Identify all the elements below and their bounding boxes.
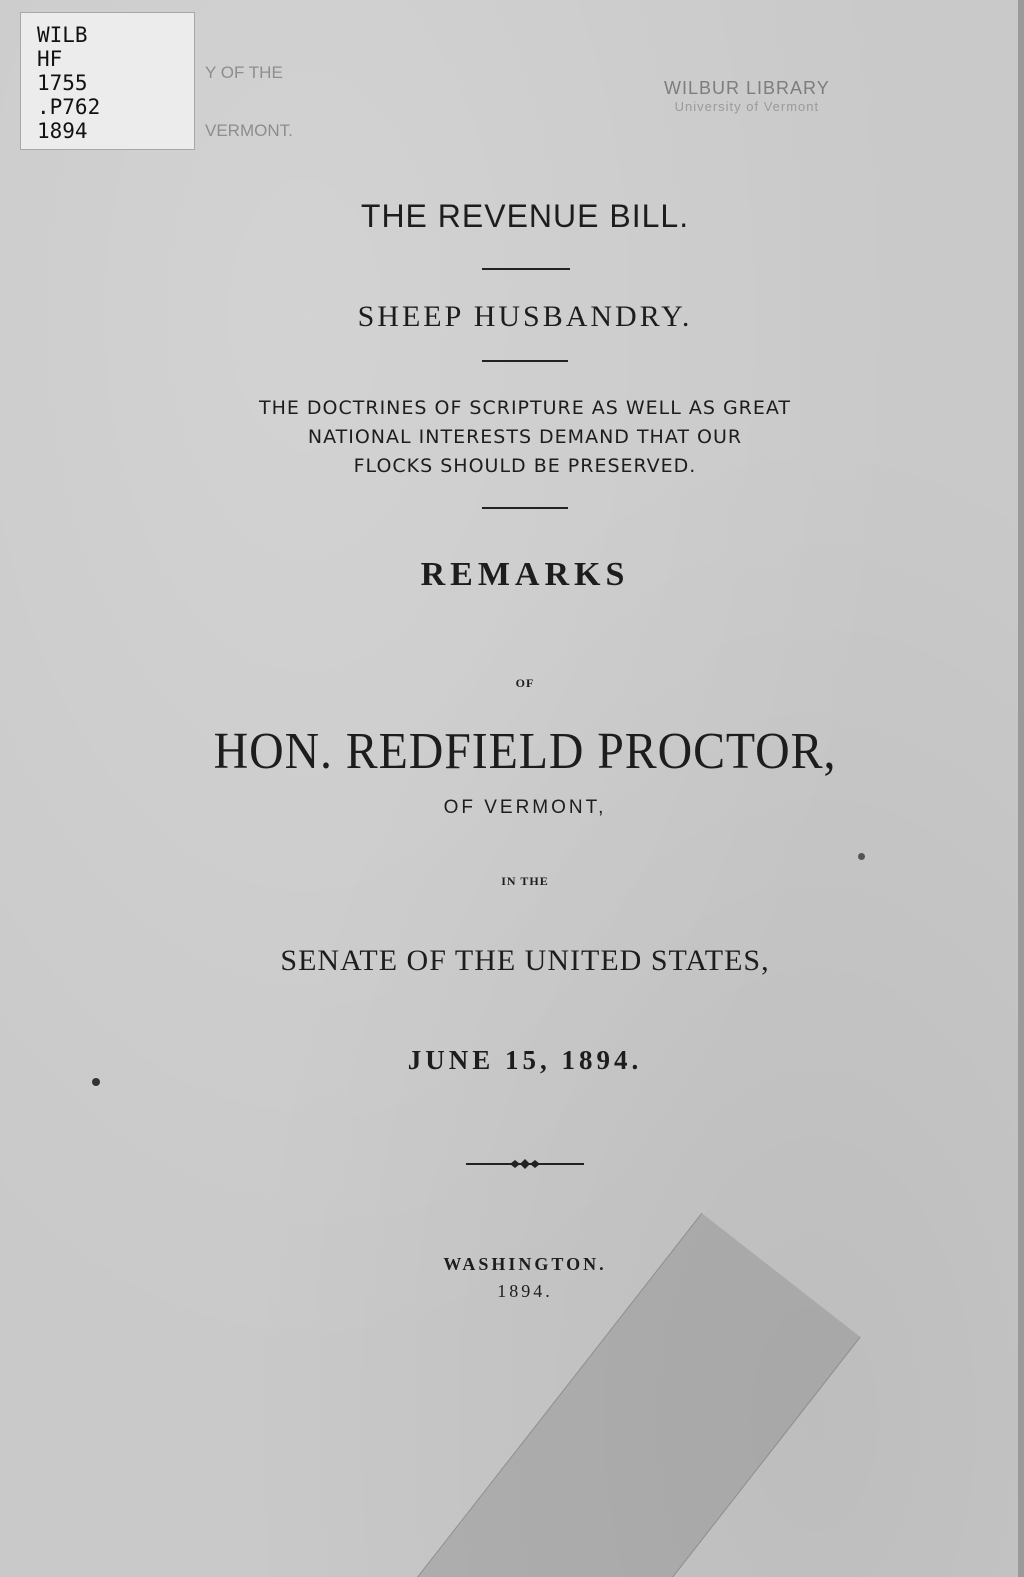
stamp-right-line1: WILBUR LIBRARY xyxy=(664,78,830,98)
document-title: THE REVENUE BILL. xyxy=(360,198,690,234)
speaker-state: OF VERMONT, xyxy=(443,797,607,818)
imprint-year: 1894. xyxy=(497,1281,553,1301)
speech-date: JUNE 15, 1894. xyxy=(407,1045,643,1075)
divider-rule xyxy=(482,360,568,362)
stamp-left-line: VERMONT. xyxy=(205,121,293,140)
in-the-text: IN THE xyxy=(501,874,549,888)
document-subtitle: SHEEP HUSBANDRY. xyxy=(357,300,693,333)
doctrine-line: THE DOCTRINES OF SCRIPTURE AS WELL AS GREAT xyxy=(258,397,792,419)
doctrine-statement xyxy=(0,394,1018,481)
stamp-right-line2: University of Vermont xyxy=(674,99,820,114)
divider-rule xyxy=(482,268,570,270)
senate-line: SENATE OF THE UNITED STATES, xyxy=(280,944,770,977)
library-stamp-right xyxy=(664,78,830,114)
speaker-name: HON. REDFIELD PROCTOR, xyxy=(213,723,837,780)
ornament-divider-icon xyxy=(466,1154,584,1174)
call-number-line: 1894 xyxy=(37,119,88,143)
divider-rule xyxy=(482,507,568,509)
of-text: OF xyxy=(515,676,535,690)
doctrine-line: FLOCKS SHOULD BE PRESERVED. xyxy=(353,455,697,477)
imprint-city: WASHINGTON. xyxy=(443,1254,607,1274)
stamp-left-line: Y OF THE xyxy=(205,63,283,82)
call-number-line: .P762 xyxy=(37,95,101,119)
call-number-label xyxy=(20,12,195,150)
ink-speck xyxy=(858,853,865,860)
call-number-line: HF xyxy=(37,47,63,71)
doctrine-line: NATIONAL INTERESTS DEMAND THAT OUR xyxy=(307,426,743,448)
ink-speck xyxy=(92,1078,100,1086)
library-stamp-left xyxy=(205,44,293,160)
call-number-line: 1755 xyxy=(37,71,88,95)
remarks-heading: REMARKS xyxy=(420,556,630,593)
call-number-line: WILB xyxy=(37,23,88,47)
